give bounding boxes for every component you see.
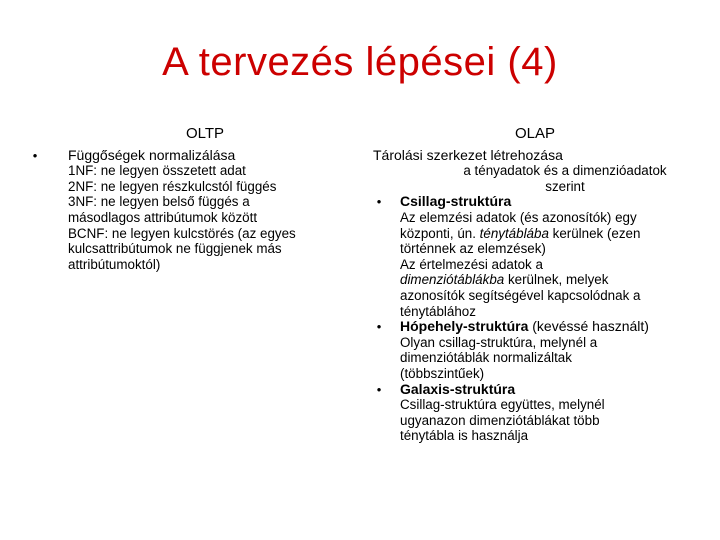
olap-item-snowflake bbox=[370, 319, 700, 381]
olap-line-part: kerülnek (ezen bbox=[548, 225, 641, 241]
olap-item-title: Csillag-struktúra bbox=[400, 193, 512, 210]
oltp-line: kulcsattribútumok ne függjenek más bbox=[68, 241, 282, 257]
oltp-item-body bbox=[68, 148, 350, 273]
olap-item-title bbox=[400, 319, 700, 335]
olap-item-body bbox=[400, 319, 700, 381]
olap-intro-title: Tárolási szerkezet létrehozása bbox=[373, 146, 563, 163]
oltp-item bbox=[30, 148, 350, 273]
olap-line bbox=[400, 272, 700, 288]
olap-line-italic: ténytáblába bbox=[479, 225, 549, 241]
bullet-icon: • bbox=[376, 381, 382, 397]
olap-item-title-suffix: (kevéssé használt) bbox=[528, 318, 649, 335]
oltp-line: másodlagos attribútumok között bbox=[68, 209, 258, 225]
olap-intro-line: a tényadatok és a dimenzióadatok bbox=[463, 163, 667, 179]
olap-line-part: kerülnek, melyek bbox=[504, 272, 609, 288]
olap-line-part: központi, ún. bbox=[400, 225, 480, 241]
oltp-item-title: Függőségek normalizálása bbox=[68, 146, 236, 163]
oltp-line: 1NF: ne legyen összetett adat bbox=[68, 163, 246, 179]
olap-intro bbox=[373, 148, 700, 195]
olap-item-star bbox=[370, 194, 700, 319]
olap-intro-text bbox=[430, 163, 700, 194]
olap-item-body bbox=[400, 382, 700, 444]
oltp-line: 2NF: ne legyen részkulcstól függés bbox=[68, 178, 277, 194]
olap-line: Az elemzési adatok (és azonosítók) egy bbox=[400, 209, 637, 225]
olap-heading: OLAP bbox=[514, 125, 556, 142]
bullet-icon: • bbox=[32, 147, 38, 163]
olap-line: ténytábla is használja bbox=[400, 428, 529, 444]
bullet-icon: • bbox=[376, 319, 382, 335]
oltp-column bbox=[30, 126, 350, 272]
olap-line: Az értelmezési adatok a bbox=[400, 256, 543, 272]
olap-intro-line: szerint bbox=[545, 178, 585, 194]
olap-line-italic: dimenziótáblákba bbox=[400, 272, 505, 288]
olap-line: ténytáblához bbox=[400, 303, 476, 319]
olap-line: Olyan csillag-struktúra, melynél a bbox=[400, 334, 598, 350]
olap-item-title: Galaxis-struktúra bbox=[400, 380, 516, 397]
olap-line: Csillag-struktúra együttes, melynél bbox=[400, 397, 605, 413]
olap-item-title-main: Hópehely-struktúra bbox=[400, 318, 529, 335]
oltp-heading: OLTP bbox=[185, 125, 225, 142]
olap-line: ugyanazon dimenziótáblákat több bbox=[400, 412, 600, 428]
oltp-line: BCNF: ne legyen kulcstörés (az egyes bbox=[68, 225, 296, 241]
olap-line: azonosítók segítségével kapcsolódnak a bbox=[400, 287, 641, 303]
olap-line: történnek az elemzések) bbox=[400, 241, 546, 257]
oltp-line: 3NF: ne legyen belső függés a bbox=[68, 194, 250, 210]
slide-title: A tervezés lépései (4) bbox=[162, 40, 558, 84]
oltp-line: attribútumoktól) bbox=[68, 256, 161, 272]
olap-line bbox=[400, 226, 700, 242]
olap-item-galaxy bbox=[370, 382, 700, 444]
olap-line: (többszintűek) bbox=[400, 365, 485, 381]
olap-item-body bbox=[400, 194, 700, 319]
olap-line: dimenziótáblák normalizáltak bbox=[400, 350, 572, 366]
bullet-icon: • bbox=[376, 194, 382, 210]
olap-column bbox=[370, 126, 700, 444]
